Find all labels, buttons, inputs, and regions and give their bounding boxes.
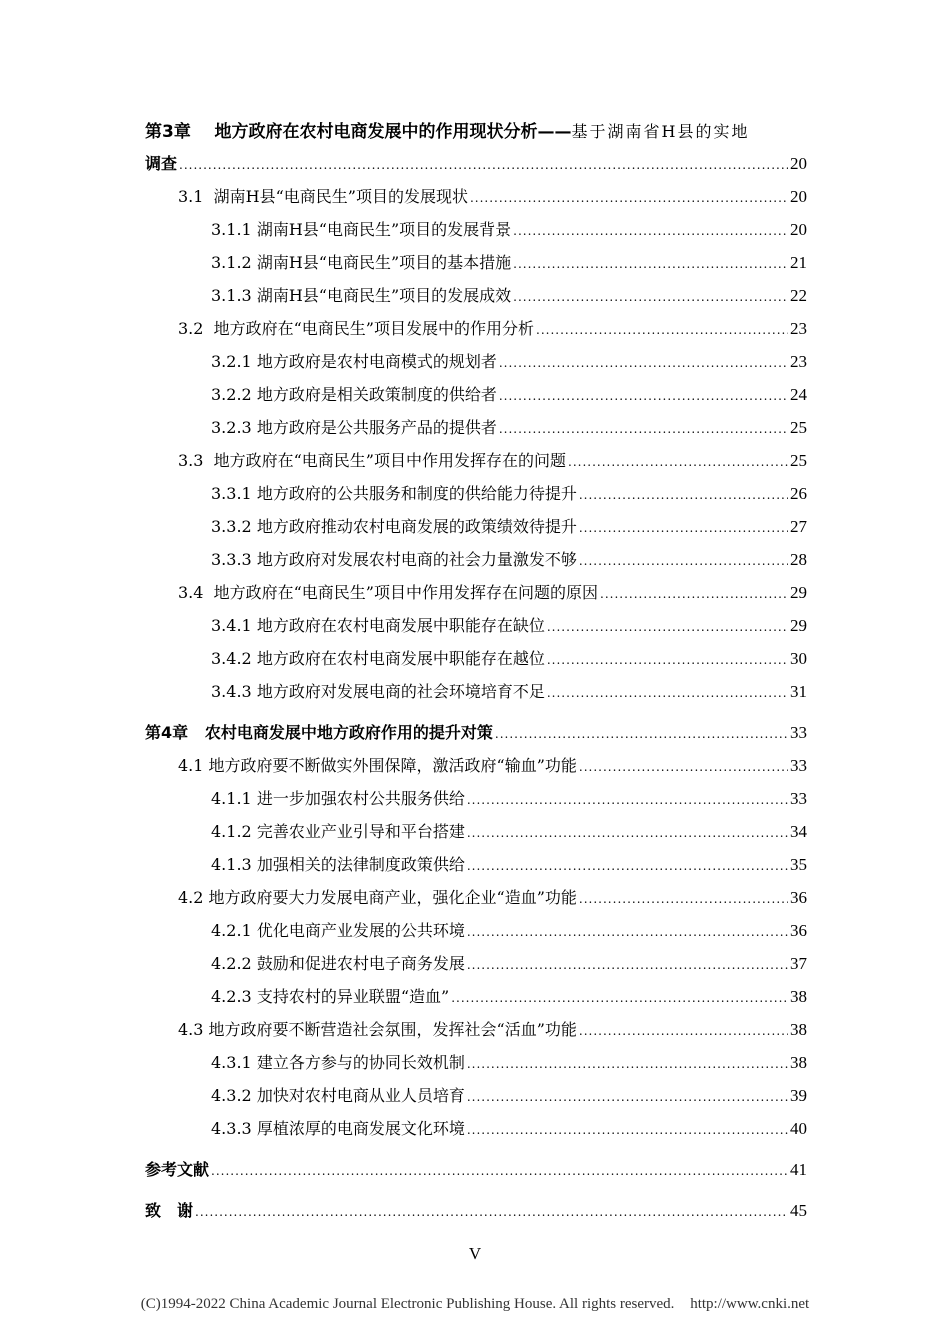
section-title: 4.3 地方政府要不断营造社会氛围，发挥社会“活血”功能 bbox=[178, 1020, 577, 1039]
dot-leader bbox=[547, 643, 788, 676]
toc-section-3-2[interactable] bbox=[145, 313, 807, 346]
page-ref: 33 bbox=[790, 789, 807, 808]
page-ref: 36 bbox=[790, 888, 807, 907]
section-title: 3.4 地方政府在“电商民生”项目中作用发挥存在问题的原因 bbox=[178, 583, 598, 602]
chapter-4-title: 第4章 农村电商发展中地方政府作用的提升对策 bbox=[145, 723, 493, 742]
toc-subsection-4-3-1[interactable] bbox=[145, 1047, 807, 1080]
dot-leader bbox=[513, 214, 788, 247]
page-ref: 38 bbox=[790, 1053, 807, 1072]
subsection-title: 3.1.3 湖南H县“电商民生”项目的发展成效 bbox=[211, 286, 512, 305]
dot-leader bbox=[211, 1154, 788, 1187]
dot-leader bbox=[467, 783, 788, 816]
page-ref: 38 bbox=[790, 1020, 807, 1039]
subsection-title: 4.3.2 加快对农村电商从业人员培育 bbox=[211, 1086, 465, 1105]
subsection-title: 4.3.3 厚植浓厚的电商发展文化环境 bbox=[211, 1119, 465, 1138]
page-ref: 35 bbox=[790, 855, 807, 874]
page-ref: 33 bbox=[790, 723, 807, 742]
toc-section-3-1[interactable] bbox=[145, 181, 807, 214]
footer bbox=[0, 1296, 950, 1313]
page-number: V bbox=[468, 1244, 482, 1263]
subsection-title: 3.4.2 地方政府在农村电商发展中职能存在越位 bbox=[211, 649, 545, 668]
page-ref: 33 bbox=[790, 756, 807, 775]
subsection-title: 3.1.1 湖南H县“电商民生”项目的发展背景 bbox=[211, 220, 512, 239]
toc-subsection-3-1-1[interactable] bbox=[145, 214, 807, 247]
page-ref: 23 bbox=[790, 352, 807, 371]
toc-subsection-3-4-1[interactable] bbox=[145, 610, 807, 643]
dot-leader bbox=[179, 148, 788, 181]
dot-leader bbox=[451, 981, 788, 1014]
dot-leader bbox=[547, 610, 788, 643]
subsection-title: 4.1.3 加强相关的法律制度政策供给 bbox=[211, 855, 465, 874]
toc-subsection-3-1-3[interactable] bbox=[145, 280, 807, 313]
table-of-contents bbox=[145, 116, 807, 1228]
subsection-title: 3.4.1 地方政府在农村电商发展中职能存在缺位 bbox=[211, 616, 545, 635]
page-ref: 24 bbox=[790, 385, 807, 404]
toc-subsection-4-3-2[interactable] bbox=[145, 1080, 807, 1113]
toc-subsection-3-3-3[interactable] bbox=[145, 544, 807, 577]
dot-leader bbox=[536, 313, 788, 346]
page-ref: 39 bbox=[790, 1086, 807, 1105]
toc-subsection-3-4-2[interactable] bbox=[145, 643, 807, 676]
toc-acknowledgements[interactable] bbox=[145, 1195, 807, 1228]
subsection-title: 4.1.2 完善农业产业引导和平台搭建 bbox=[211, 822, 465, 841]
section-title: 4.1 地方政府要不断做实外围保障，激活政府“输血”功能 bbox=[178, 756, 577, 775]
dot-leader bbox=[195, 1195, 788, 1228]
page-ref: 29 bbox=[790, 583, 807, 602]
acknowledgements-title: 致 谢 bbox=[145, 1201, 194, 1220]
chapter-3-title: 地方政府在农村电商发展中的作用现状分析—— bbox=[214, 122, 572, 142]
section-title: 3.2 地方政府在“电商民生”项目发展中的作用分析 bbox=[178, 319, 534, 338]
page-ref: 34 bbox=[790, 822, 807, 841]
subsection-title: 3.3.2 地方政府推动农村电商发展的政策绩效待提升 bbox=[211, 517, 577, 536]
toc-subsection-3-1-2[interactable] bbox=[145, 247, 807, 280]
toc-section-3-3[interactable] bbox=[145, 445, 807, 478]
dot-leader bbox=[495, 717, 788, 750]
toc-section-4-2[interactable] bbox=[145, 882, 807, 915]
dot-leader bbox=[499, 412, 788, 445]
page-ref: 41 bbox=[790, 1160, 807, 1179]
page-ref: 30 bbox=[790, 649, 807, 668]
page-ref: 25 bbox=[790, 451, 807, 470]
page-ref: 23 bbox=[790, 319, 807, 338]
dot-leader bbox=[600, 577, 788, 610]
subsection-title: 4.2.2 鼓励和促进农村电子商务发展 bbox=[211, 954, 465, 973]
dot-leader bbox=[467, 915, 788, 948]
subsection-title: 3.3.3 地方政府对发展农村电商的社会力量激发不够 bbox=[211, 550, 577, 569]
page-ref: 26 bbox=[790, 484, 807, 503]
dot-leader bbox=[579, 750, 788, 783]
toc-subsection-4-2-3[interactable] bbox=[145, 981, 807, 1014]
dot-leader bbox=[467, 948, 788, 981]
dot-leader bbox=[467, 849, 788, 882]
dot-leader bbox=[568, 445, 788, 478]
page-ref: 29 bbox=[790, 616, 807, 635]
subsection-title: 4.3.1 建立各方参与的协同长效机制 bbox=[211, 1053, 465, 1072]
subsection-title: 3.4.3 地方政府对发展电商的社会环境培育不足 bbox=[211, 682, 545, 701]
dot-leader bbox=[579, 1014, 788, 1047]
toc-section-4-1[interactable] bbox=[145, 750, 807, 783]
chapter-4-heading[interactable] bbox=[145, 717, 807, 750]
toc-subsection-3-2-2[interactable] bbox=[145, 379, 807, 412]
toc-subsection-3-2-1[interactable] bbox=[145, 346, 807, 379]
toc-references[interactable] bbox=[145, 1154, 807, 1187]
footer-url[interactable]: http://www.cnki.net bbox=[690, 1296, 810, 1312]
chapter-3-title-continued: 基于湖南省H县的实地 bbox=[571, 122, 750, 141]
references-title: 参考文献 bbox=[145, 1160, 210, 1179]
toc-subsection-4-1-1[interactable] bbox=[145, 783, 807, 816]
toc-section-4-3[interactable] bbox=[145, 1014, 807, 1047]
dot-leader bbox=[579, 544, 788, 577]
page-ref: 45 bbox=[790, 1201, 807, 1220]
page-ref: 31 bbox=[790, 682, 807, 701]
subsection-title: 3.2.3 地方政府是公共服务产品的提供者 bbox=[211, 418, 497, 437]
page-ref: 38 bbox=[790, 987, 807, 1006]
toc-subsection-4-2-1[interactable] bbox=[145, 915, 807, 948]
dot-leader bbox=[470, 181, 788, 214]
copyright-notice: (C)1994-2022 China Academic Journal Electronic Publishing House. All rights reserved. bbox=[140, 1296, 675, 1312]
page-ref: 20 bbox=[790, 220, 807, 239]
page-ref: 36 bbox=[790, 921, 807, 940]
subsection-title: 3.2.1 地方政府是农村电商模式的规划者 bbox=[211, 352, 497, 371]
chapter-3-title-line2: 调查 bbox=[145, 154, 178, 173]
section-title: 3.1 湖南H县“电商民生”项目的发展现状 bbox=[178, 187, 468, 206]
section-title: 3.3 地方政府在“电商民生”项目中作用发挥存在的问题 bbox=[178, 451, 566, 470]
toc-subsection-4-3-3[interactable] bbox=[145, 1113, 807, 1146]
dot-leader bbox=[467, 1080, 788, 1113]
dot-leader bbox=[547, 676, 788, 709]
toc-subsection-3-2-3[interactable] bbox=[145, 412, 807, 445]
subsection-title: 3.1.2 湖南H县“电商民生”项目的基本措施 bbox=[211, 253, 512, 272]
page-ref: 21 bbox=[790, 253, 807, 272]
page-ref: 20 bbox=[790, 187, 807, 206]
dot-leader bbox=[513, 247, 788, 280]
toc-subsection-3-3-1[interactable] bbox=[145, 478, 807, 511]
page-ref: 28 bbox=[790, 550, 807, 569]
subsection-title: 4.1.1 进一步加强农村公共服务供给 bbox=[211, 789, 465, 808]
dot-leader bbox=[579, 511, 788, 544]
page-ref: 27 bbox=[790, 517, 807, 536]
dot-leader bbox=[467, 816, 788, 849]
chapter-3-heading-line2[interactable] bbox=[145, 148, 807, 181]
toc-subsection-4-1-3[interactable] bbox=[145, 849, 807, 882]
toc-subsection-3-4-3[interactable] bbox=[145, 676, 807, 709]
dot-leader bbox=[467, 1047, 788, 1080]
toc-subsection-4-2-2[interactable] bbox=[145, 948, 807, 981]
dot-leader bbox=[499, 379, 788, 412]
dot-leader bbox=[467, 1113, 788, 1146]
dot-leader bbox=[513, 280, 788, 313]
page-ref: 37 bbox=[790, 954, 807, 973]
toc-subsection-4-1-2[interactable] bbox=[145, 816, 807, 849]
page-ref: 25 bbox=[790, 418, 807, 437]
page-ref: 40 bbox=[790, 1119, 807, 1138]
subsection-title: 3.2.2 地方政府是相关政策制度的供给者 bbox=[211, 385, 497, 404]
page-ref: 20 bbox=[790, 154, 807, 173]
dot-leader bbox=[579, 882, 788, 915]
subsection-title: 4.2.1 优化电商产业发展的公共环境 bbox=[211, 921, 465, 940]
dot-leader bbox=[499, 346, 788, 379]
chapter-3-label: 第3章 bbox=[145, 122, 191, 142]
subsection-title: 4.2.3 支持农村的异业联盟“造血” bbox=[211, 987, 450, 1006]
subsection-title: 3.3.1 地方政府的公共服务和制度的供给能力待提升 bbox=[211, 484, 577, 503]
toc-subsection-3-3-2[interactable] bbox=[145, 511, 807, 544]
toc-section-3-4[interactable] bbox=[145, 577, 807, 610]
section-title: 4.2 地方政府要大力发展电商产业，强化企业“造血”功能 bbox=[178, 888, 577, 907]
chapter-3-heading[interactable] bbox=[145, 116, 807, 148]
page-ref: 22 bbox=[790, 286, 807, 305]
dot-leader bbox=[579, 478, 788, 511]
